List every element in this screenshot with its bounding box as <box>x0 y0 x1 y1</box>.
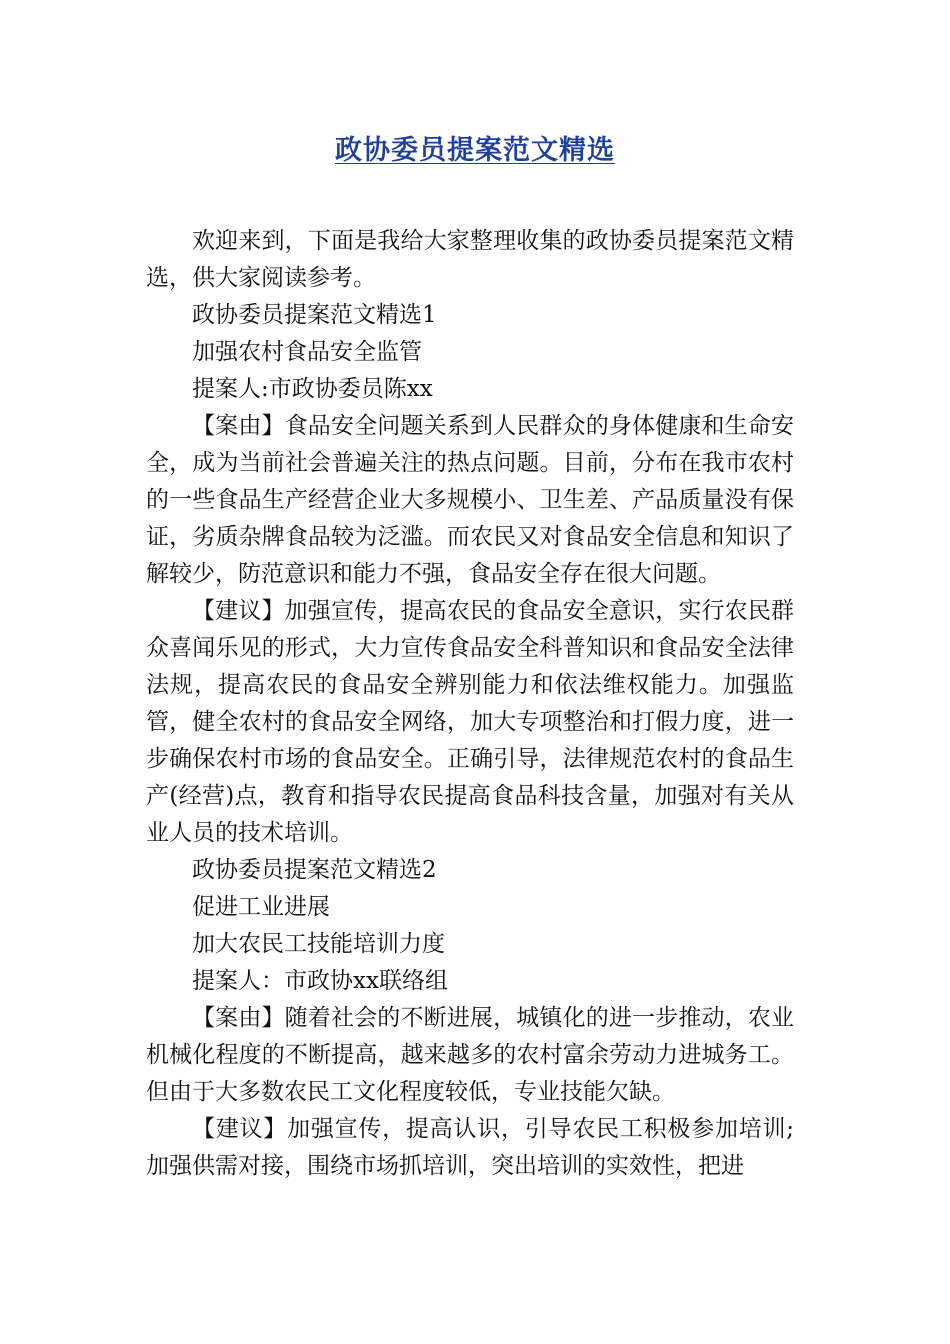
section-heading-1: 政协委员提案范文精选1 <box>192 302 437 328</box>
proposer-1: 提案人:市政协委员陈xx <box>192 376 433 402</box>
proposal-title-2: 加大农民工技能培训力度 <box>192 931 445 957</box>
proposal-title-1: 加强农村食品安全监管 <box>192 339 422 365</box>
proposal-subtitle-2: 促进工业进展 <box>192 894 330 920</box>
case-reason-2: 【案由】随着社会的不断进展，城镇化的进一步推动，农业机械化程度的不断提高，越来越多的农村富余劳动力进城务工。但由于大多数农民工文化程度较低，专业技能欠缺。 <box>146 1005 794 1105</box>
suggestion-2: 【建议】加强宣传，提高认识，引导农民工积极参加培训;加强供需对接，围绕市场抓培训，突出培训的实效性，把进 <box>146 1116 794 1179</box>
suggestion-1: 【建议】加强宣传，提高农民的食品安全意识，实行农民群众喜闻乐见的形式，大力宣传食品安全科普知识和食品安全法律法规，提高农民的食品安全辨别能力和依法维权能力。加强监管，健全农村的食品安全网络，加大专项整治和打假力度，进一步确保农村市场的食品安全。正确引导，法律规范农村的食品生产(经营)点，教育和指导农民提高食品科技含量，加强对有关从业人员的技术培训。 <box>146 598 794 846</box>
document-title: 政协委员提案范文精选 <box>335 135 615 166</box>
case-reason-1: 【案由】食品安全问题关系到人民群众的身体健康和生命安全，成为当前社会普遍关注的热点问题。目前，分布在我市农村的一些食品生产经营企业大多规模小、卫生差、产品质量没有保证，劣质杂牌食品较为泛滥。而农民又对食品安全信息和知识了解较少，防范意识和能力不强，食品安全存在很大问题。 <box>146 413 794 587</box>
paragraph-intro: 欢迎来到，下面是我给大家整理收集的政协委员提案范文精选，供大家阅读参考。 <box>146 228 794 291</box>
document-body <box>146 223 794 1185</box>
section-heading-2: 政协委员提案范文精选2 <box>192 857 437 883</box>
proposer-2: 提案人：市政协xx联络组 <box>192 968 448 994</box>
